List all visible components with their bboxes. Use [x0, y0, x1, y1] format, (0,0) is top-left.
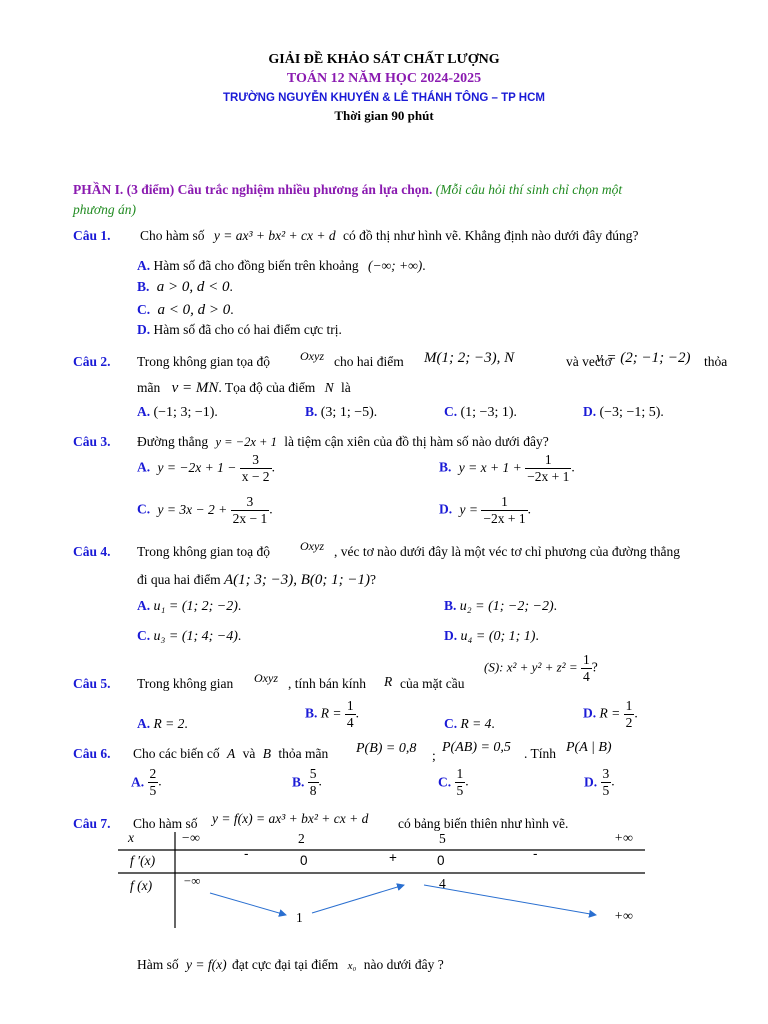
q1-expr: y = ax³ + bx² + cx + d [213, 228, 336, 243]
option-math: u₃ = (1; 4; −4) [153, 629, 238, 644]
option-math: (3; 1; −5) [320, 405, 374, 420]
option-label: B. [305, 705, 318, 721]
fraction-numerator: 1 [481, 494, 527, 511]
q7-question-mid: đạt cực đại tại điểm [231, 957, 339, 972]
x-value: +∞ [614, 830, 633, 845]
q2-line2a: mãn [137, 380, 161, 395]
q3-pre: Đường thẳng [137, 434, 209, 449]
q5-pre: Trong không gian [137, 676, 234, 691]
q1-option-c[interactable]: C. a < 0, d > 0. [137, 302, 234, 318]
q2-line2b: v = MN [171, 380, 219, 396]
option-label: A. [137, 598, 151, 613]
q2-pre: Trong không gian tọa độ [137, 354, 271, 369]
q6-option-c[interactable]: C. $\frac{1}{5}$ . [438, 766, 469, 798]
q4-points: A(1; 3; −3), B(0; 1; −1) [223, 572, 371, 588]
option-label: C. [444, 404, 458, 419]
fraction-denominator: 2 [625, 715, 633, 730]
option-math: a > 0, d < 0 [156, 279, 230, 295]
school-name: TRƯỜNG NGUYỄN KHUYẾN & LÊ THÁNH TÔNG – TP HCM [223, 92, 545, 104]
exam-time: Thời gian 90 phút [334, 108, 434, 123]
q5-option-c[interactable]: C. R = 4. [444, 716, 495, 731]
option-label: A. [137, 716, 151, 731]
arrow-increase [312, 885, 404, 913]
q6-option-d[interactable]: D. $\frac{3}{5}$ . [584, 766, 615, 798]
fprime-sign: + [389, 850, 397, 865]
option-math: u₁ = (1; 2; −2) [153, 599, 238, 614]
fprime-zero: 0 [437, 853, 445, 868]
q5-oxyz: Oxyz [254, 671, 278, 685]
option-math: R = [599, 705, 621, 721]
option-math: u₄ = (0; 1; 1) [460, 629, 536, 644]
q3-option-d[interactable]: D. y = $\frac{1}{-2x + 1}$ . [439, 494, 531, 526]
option-label: B. [444, 598, 457, 613]
x-value: −∞ [181, 830, 200, 845]
option-math: u₂ = (1; −2; −2) [459, 599, 554, 614]
option-text: Hàm số đã cho có hai điểm cực trị. [153, 322, 342, 337]
option-label: C. [137, 302, 151, 317]
option-math: (−3; −1; 5) [599, 405, 661, 420]
f-value: 1 [296, 910, 303, 925]
fraction-denominator: 5 [456, 783, 464, 798]
q2-option-c[interactable]: C. (1; −3; 1). [444, 404, 517, 420]
fraction-numerator: 1 [625, 698, 633, 713]
option-label: A. [137, 258, 151, 273]
q2-line2e: là [341, 380, 351, 395]
q2-mid2: và vectơ [566, 354, 612, 369]
q4-option-d[interactable]: D. u₄ = (0; 1; 1). [444, 628, 539, 644]
q4-option-c[interactable]: C. u₃ = (1; 4; −4). [137, 628, 242, 644]
q5-option-b[interactable]: B. R = $\frac{1}{4}$ . [305, 698, 359, 730]
option-math: (1; −3; 1) [460, 405, 514, 420]
fraction-numerator: 2 [149, 766, 157, 781]
x-value: 2 [298, 831, 305, 846]
q6-option-b[interactable]: B. $\frac{5}{8}$ . [292, 766, 322, 798]
q3-option-c[interactable]: C. y = 3x − 2 + $\frac{3}{2x - 1}$ . [137, 494, 273, 526]
q6-p1: P(B) = 0,8 [356, 741, 417, 756]
question-number: Câu 2. [73, 354, 111, 369]
option-label: B. [305, 404, 318, 419]
option-math: y = 3x − 2 + [157, 501, 228, 517]
fraction-numerator: 5 [309, 766, 317, 781]
option-math: R = 2 [153, 716, 185, 731]
question-number: Câu 5. [73, 676, 111, 691]
q5-r: R [384, 674, 393, 689]
q4-option-b[interactable]: B. u₂ = (1; −2; −2). [444, 598, 557, 614]
option-label: D. [584, 774, 598, 790]
table-fprime-label: f ′(x) [130, 853, 156, 868]
q1-option-b[interactable]: B. a > 0, d < 0. [137, 279, 233, 295]
question-number: Câu 3. [73, 434, 111, 449]
q4-pre: Trong không gian toạ độ [137, 544, 271, 559]
q6-mid: thỏa mãn [278, 746, 329, 761]
q6-sep: ; [432, 748, 436, 763]
q6-b: B [262, 746, 271, 761]
option-math: a < 0, d > 0 [157, 302, 231, 318]
question-number: Câu 1. [73, 228, 111, 243]
fraction-numerator: 1 [456, 766, 464, 781]
q1-pre: Cho hàm số [140, 228, 205, 243]
q7-pre: Cho hàm số [133, 816, 198, 831]
q2-line2d: N [324, 380, 334, 395]
document-subtitle: TOÁN 12 NĂM HỌC 2024-2025 [286, 71, 482, 86]
q3-post: là tiệm cận xiên của đồ thị hàm số nào dưới đây? [284, 434, 549, 449]
q2-oxyz: Oxyz [300, 349, 324, 363]
q2-option-d[interactable]: D. (−3; −1; 5). [583, 404, 664, 420]
q6-p2: P(AB) = 0,5 [442, 740, 511, 755]
q4-option-a[interactable]: A. u₁ = (1; 2; −2). [137, 598, 242, 614]
option-label: D. [439, 501, 453, 517]
option-label: A. [131, 774, 145, 790]
option-label: A. [137, 404, 151, 419]
q4-qmark: ? [370, 572, 377, 587]
fraction-denominator: −2x + 1 [527, 469, 570, 484]
document-title: GIẢI ĐỀ KHẢO SÁT CHẤT LƯỢNG [268, 52, 500, 67]
q6-option-a[interactable]: A. $\frac{2}{5}$ . [131, 766, 162, 798]
q6-a: A [226, 746, 236, 761]
fraction-numerator: 3 [240, 452, 272, 469]
q7-post: có bảng biến thiên như hình vẽ. [398, 816, 569, 831]
option-label: B. [137, 279, 150, 294]
q3-option-a[interactable]: A. y = −2x + 1 − $\frac{3}{x - 2}$ . [137, 452, 275, 484]
question-number: Câu 6. [73, 746, 111, 761]
table-f-label: f (x) [130, 878, 153, 893]
option-math: (−∞; +∞) [367, 258, 423, 273]
q6-pre: Cho các biến cố [133, 746, 220, 761]
q1-post: có đồ thị như hình vẽ. Khẳng định nào dưới đây đúng? [343, 228, 639, 243]
option-label: B. [292, 774, 305, 790]
question-number: Câu 4. [73, 544, 111, 559]
q7-question [137, 957, 444, 973]
option-math: y = [459, 501, 478, 517]
fraction-numerator: 1 [525, 452, 571, 469]
q6-calc: . Tính [524, 746, 557, 761]
q6-target: P(A | B) [566, 740, 612, 755]
q7-expr: y = f(x) = ax³ + bx² + cx + d [212, 811, 369, 826]
option-label: D. [583, 705, 597, 721]
q2-mid: cho hai điểm [334, 354, 404, 369]
question-number: Câu 7. [73, 816, 111, 831]
q1-option-a[interactable]: A. Hàm số đã cho đồng biến trên khoảng (−∞; +∞). [137, 258, 426, 273]
q5-qmark: ? [591, 659, 598, 675]
q5-option-a[interactable]: A. R = 2. [137, 716, 188, 731]
fraction-denominator: 2x − 1 [232, 511, 268, 526]
q4-line2-text: đi qua hai điểm [137, 572, 221, 587]
fraction-denominator: 4 [346, 715, 354, 730]
option-math: y = −2x + 1 − [157, 459, 237, 475]
q7-question-post: nào dưới đây ? [363, 957, 444, 972]
option-label: D. [444, 628, 458, 643]
option-math: R = 4 [460, 716, 492, 731]
section-note-cont: phương án) [73, 202, 136, 217]
x-value: 5 [439, 831, 446, 846]
fprime-sign: - [533, 846, 538, 861]
option-label: B. [439, 459, 452, 475]
q2-line2c: . Tọa độ của điểm [218, 380, 316, 395]
table-x-label: x [128, 830, 134, 845]
fraction-numerator: 1 [346, 698, 354, 713]
arrow-decrease-2 [424, 885, 596, 915]
q2-points: M(1; 2; −3), N [424, 350, 515, 366]
q3-option-b[interactable]: B. y = x + 1 + $\frac{1}{-2x + 1}$ . [439, 452, 575, 484]
fprime-zero: 0 [300, 853, 308, 868]
option-math: R = [320, 705, 342, 721]
fraction-denominator: −2x + 1 [483, 511, 526, 526]
section-label: PHẦN I. (3 điểm) Câu trắc nghiệm nhiều phương án lựa chọn. [73, 182, 433, 197]
fraction-denominator: x − 2 [241, 469, 270, 484]
q7-question-expr: y = f(x) [186, 957, 227, 972]
q7-question-var: x₀ [347, 960, 357, 972]
q2-option-a[interactable]: A. (−1; 3; −1). [137, 404, 218, 420]
q7-question-pre: Hàm số [137, 957, 179, 972]
fraction-denominator: 5 [149, 783, 157, 798]
option-label: C. [444, 716, 458, 731]
sphere-equation: (S): x² + y² + z² = [484, 659, 578, 675]
fraction-numerator: 1 [582, 652, 590, 667]
option-math: (−1; 3; −1) [153, 405, 215, 420]
option-label: C. [438, 774, 452, 790]
fraction-denominator: 8 [309, 783, 317, 798]
q4-post: , véc tơ nào dưới đây là một véc tơ chỉ phương của đường thẳng [334, 544, 680, 559]
fraction-denominator: 4 [582, 669, 590, 684]
option-text: Hàm số đã cho đồng biến trên khoảng [153, 258, 359, 273]
option-label: C. [137, 501, 151, 517]
section-note: (Mỗi câu hỏi thí sinh chỉ chọn một [435, 182, 623, 197]
q5-mid: , tính bán kính [288, 676, 366, 691]
q6-and: và [242, 746, 256, 761]
option-label: C. [137, 628, 151, 643]
f-value: 4 [439, 876, 446, 891]
q4-oxyz: Oxyz [300, 539, 324, 553]
option-label: D. [137, 322, 151, 337]
option-label: A. [137, 459, 151, 475]
q3-expr: y = −2x + 1 [215, 435, 277, 449]
fraction-numerator: 3 [231, 494, 270, 511]
arrow-decrease-1 [210, 893, 286, 915]
option-label: D. [583, 404, 597, 419]
q5-option-d[interactable]: D. R = $\frac{1}{2}$ . [583, 698, 638, 730]
f-value: −∞ [183, 874, 201, 888]
q2-option-b[interactable]: B. (3; 1; −5). [305, 404, 378, 420]
option-math: y = x + 1 + [458, 459, 522, 475]
fprime-sign: - [244, 846, 249, 861]
q2-end: thỏa [704, 354, 728, 369]
q5-mid2: của mặt cầu [400, 676, 465, 691]
f-value: +∞ [614, 908, 633, 923]
fraction-numerator: 3 [602, 766, 610, 781]
q2-vector: v = (2; −1; −2) [596, 350, 691, 366]
fraction-denominator: 5 [602, 783, 610, 798]
